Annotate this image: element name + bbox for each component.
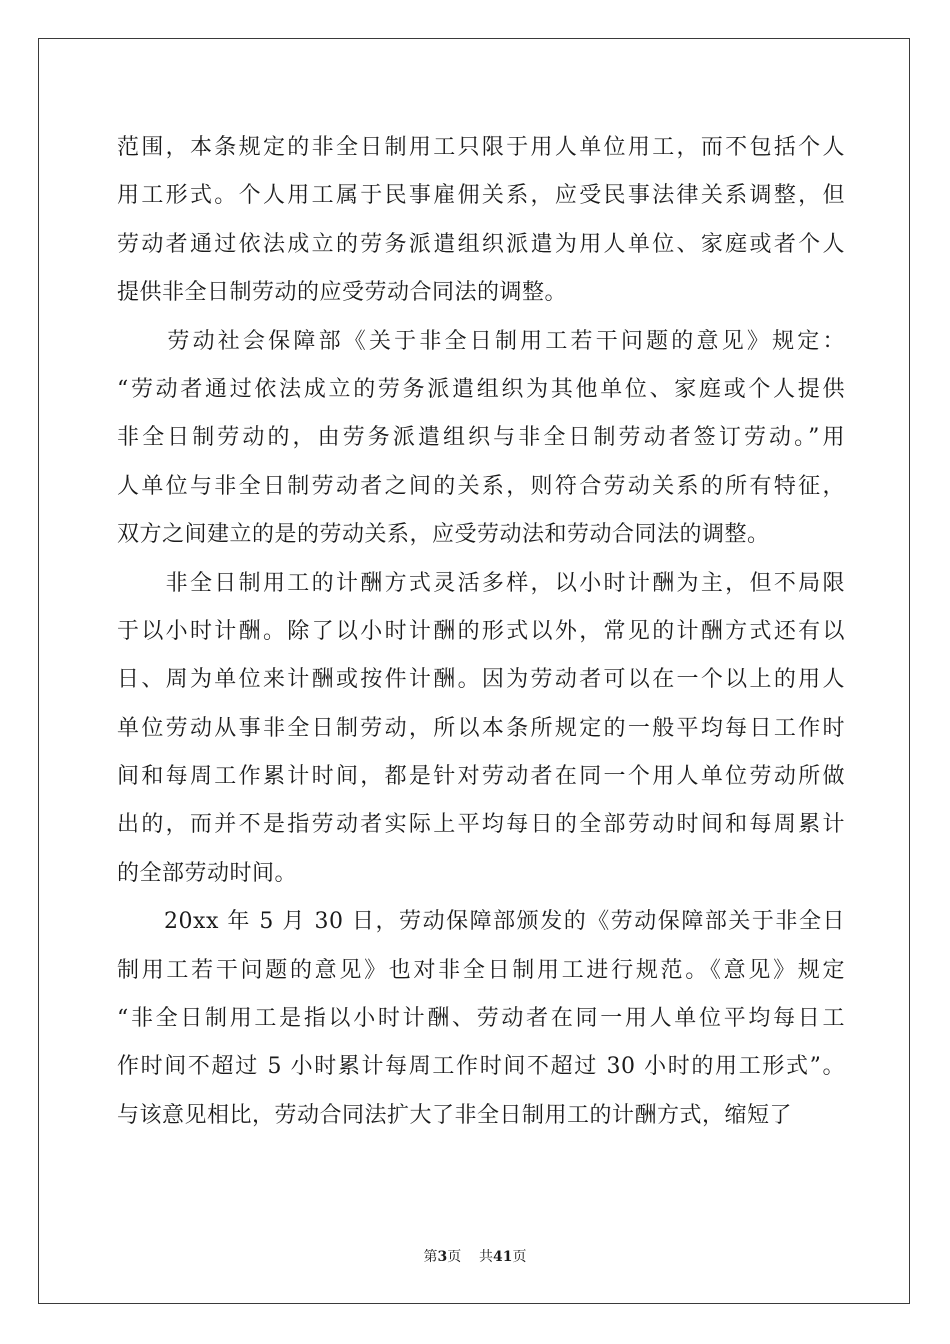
text-line: “劳动者通过依法成立的劳务派遣组织为其他单位、家庭或个人提供 bbox=[117, 376, 845, 402]
text-line: 非全日制用工的计酬方式灵活多样，以小时计酬为主，但不局限 bbox=[117, 570, 845, 596]
text-line: 非全日制劳动的，由劳务派遣组织与非全日制劳动者签订劳动。”用 bbox=[117, 425, 845, 451]
footer-page-total: 41 bbox=[493, 1249, 513, 1265]
text-line: 劳动者通过依法成立的劳务派遣组织派遣为用人单位、家庭或者个人 bbox=[117, 231, 845, 257]
paragraph bbox=[117, 318, 845, 560]
document-body bbox=[117, 124, 845, 1140]
text-line: 20xx 年 5 月 30 日，劳动保障部颁发的《劳动保障部关于非全日 bbox=[117, 909, 845, 935]
footer-total-suffix: 页 bbox=[512, 1249, 527, 1265]
text-line: 用工形式。个人用工属于民事雇佣关系，应受民事法律关系调整，但 bbox=[117, 183, 845, 209]
footer-page-current: 3 bbox=[437, 1249, 448, 1265]
text-line: 双方之间建立的是的劳动关系，应受劳动法和劳动合同法的调整。 bbox=[117, 522, 770, 548]
text-line: 制用工若干问题的意见》也对非全日制用工进行规范。《意见》规定 bbox=[117, 957, 845, 983]
page-footer bbox=[0, 1246, 950, 1266]
footer-page-suffix: 页 bbox=[447, 1249, 462, 1265]
paragraph bbox=[117, 560, 845, 899]
text-line: 与该意见相比，劳动合同法扩大了非全日制用工的计酬方式，缩短了 bbox=[117, 1102, 793, 1128]
text-line: 范围，本条规定的非全日制用工只限于用人单位用工，而不包括个人 bbox=[117, 135, 845, 160]
text-line: “非全日制用工是指以小时计酬、劳动者在同一用人单位平均每日工 bbox=[117, 1006, 845, 1032]
footer-page-prefix: 第 bbox=[423, 1249, 438, 1265]
text-line: 出的，而并不是指劳动者实际上平均每日的全部劳动时间和每周累计 bbox=[117, 812, 845, 838]
text-line: 作时间不超过 5 小时累计每周工作时间不超过 30 小时的用工形式”。 bbox=[117, 1054, 845, 1080]
text-line: 提供非全日制劳动的应受劳动合同法的调整。 bbox=[117, 280, 568, 306]
text-line: 单位劳动从事非全日制劳动，所以本条所规定的一般平均每日工作时 bbox=[117, 715, 845, 741]
paragraph bbox=[117, 124, 845, 318]
text-line: 日、周为单位来计酬或按件计酬。因为劳动者可以在一个以上的用人 bbox=[117, 667, 845, 693]
text-line: 间和每周工作累计时间，都是针对劳动者在同一个用人单位劳动所做 bbox=[117, 764, 845, 790]
footer-total-prefix: 共 bbox=[479, 1249, 494, 1265]
text-line: 于以小时计酬。除了以小时计酬的形式以外，常见的计酬方式还有以 bbox=[117, 618, 845, 644]
text-line: 人单位与非全日制劳动者之间的关系，则符合劳动关系的所有特征， bbox=[117, 473, 845, 499]
paragraph bbox=[117, 898, 845, 1140]
text-line: 劳动社会保障部《关于非全日制用工若干问题的意见》规定： bbox=[117, 328, 845, 354]
text-line: 的全部劳动时间。 bbox=[117, 860, 298, 886]
